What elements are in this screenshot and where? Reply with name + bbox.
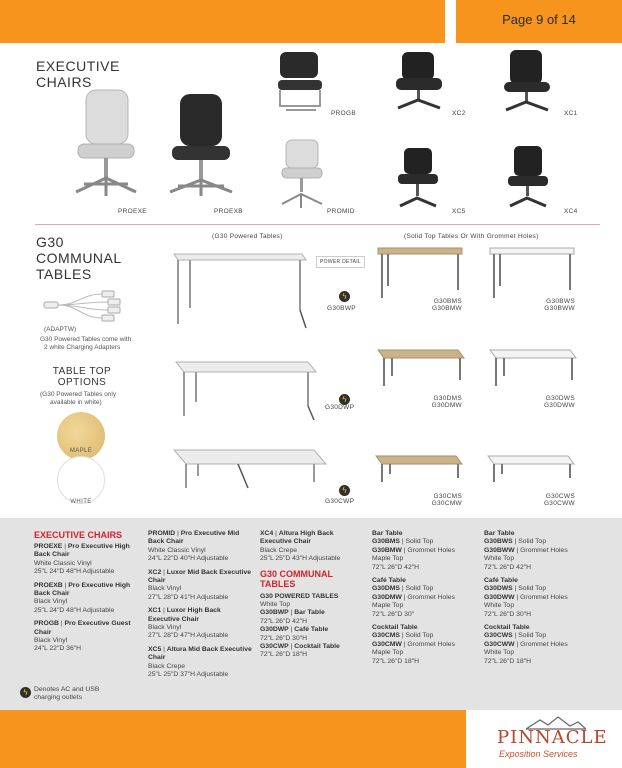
chair-caption: XC1 [564, 110, 578, 117]
table-top-note-line1: (G30 Powered Tables only [40, 391, 117, 398]
chair-image-progb [272, 50, 328, 114]
table-image-g30dwp [170, 356, 320, 426]
adapter-note-line1: G30 Powered Tables come with [40, 336, 132, 343]
powered-tables-header: (G30 Powered Tables) [212, 233, 283, 240]
footer-bar [0, 710, 466, 768]
solid-tables-header: (Solid Top Tables Or With Grommet Holes) [404, 233, 539, 240]
adapter-label: (ADAPTW) [44, 326, 77, 333]
table-image-g30bwp [170, 248, 310, 330]
table-image-g30cwp [168, 446, 332, 500]
table-code: G30DWP [325, 404, 355, 411]
power-detail-label: POWER DETAIL [316, 256, 365, 268]
chair-image-xc2 [392, 50, 446, 112]
charging-adapter-image [42, 288, 134, 322]
swatch-maple-label: MAPLE [69, 448, 93, 454]
chair-image-xc4 [504, 144, 552, 210]
company-logo-name: PINNACLE [497, 727, 608, 748]
table-code: G30CWP [325, 498, 355, 505]
section-title-tables: G30 COMMUNAL TABLES [36, 234, 122, 282]
header-bar-left [0, 0, 445, 43]
ac-usb-legend-text: Denotes AC and USB charging outlets [34, 686, 100, 702]
table-code: G30DMS G30DMW [431, 395, 462, 409]
section-title-chairs: EXECUTIVE CHAIRS [36, 58, 120, 90]
table-code: G30BWS G30BWW [544, 298, 575, 312]
chair-image-xc1 [500, 48, 554, 114]
chair-image-promid [276, 138, 328, 210]
spec-column-5: Bar Table G30BWS | Solid Top G30BWW | Grommet Holes White Top 72"L 26"D 42"H Café Table G30DWS | Solid Top G30DWW | Grommet Holes White Top 72"L 26"D 30"H Cocktail Table G30CWS | Solid Top G30CWW | Grommet Holes White Top 72"L 26"D 18"H [484, 530, 568, 665]
spec-column-3: XC4 | Altura High Back Executive Chair Black Crepe 25"L 25"D 43"H Adjustable G30 COMMUNAL TABLES G30 POWERED TABLES White Top G30BWP | Bar Table 72"L 26"D 42"H G30DWP | Café Table 72"L 26"D 30"H G30CWP | Cocktail Table 72"L 26"D 18"H [260, 530, 341, 659]
table-code: G30CMS G30CMW [431, 493, 462, 507]
table-code: G30BWP [327, 305, 356, 312]
ac-usb-icon: ϟ [339, 291, 350, 302]
spec-column-4: Bar Table G30BMS | Solid Top G30BMW | Grommet Holes Maple Top 72"L 26"D 42"H Café Table G30DMS | Solid Top G30DMW | Grommet Holes Maple Top 72"L 26"D 30" Cocktail Table G30CMS | Solid Top G30CMW | Grommet Holes Maple Top 72"L 26"D 18"H [372, 530, 455, 665]
ac-usb-legend-icon: ϟ [20, 687, 31, 698]
company-logo-tagline: Exposition Services [499, 749, 578, 759]
adapter-note-line2: 2 white Charging Adapters [44, 344, 121, 351]
table-image-g30bms [374, 246, 468, 300]
chair-caption: PROMID [327, 208, 355, 215]
table-top-note-line2: available in white) [50, 399, 102, 406]
spec-column-2: PROMID | Pro Executive Mid Back Chair White Classic Vinyl 24"L 22"D 40"H Adjustable XC2 | Luxor Mid Back Executive Chair Black Vinyl 27"L 28"D 41"H Adjustable XC1 | Luxor High Back Executive Chair Black Vinyl 27"L 28"D 47"H Adjustable XC5 | Altura Mid Back Executive Chair Black Crepe 25"L 25"D 37"H Adjustable [148, 530, 252, 679]
ac-usb-icon: ϟ [339, 485, 350, 496]
table-image-g30bws [486, 246, 580, 300]
table-image-g30dms [374, 348, 468, 390]
swatch-white [57, 456, 105, 504]
chair-caption: PROEXE [118, 208, 147, 215]
section-title-table-top: TABLE TOP OPTIONS [52, 366, 112, 388]
chair-caption: PROGB [331, 110, 356, 117]
table-image-g30dws [486, 348, 580, 390]
chair-caption: XC4 [564, 208, 578, 215]
table-code: G30CWS G30CWW [543, 493, 575, 507]
chair-caption: XC5 [452, 208, 466, 215]
swatch-white-label: WHITE [70, 499, 92, 505]
chair-image-proexe [64, 88, 148, 200]
page-number: Page 9 of 14 [502, 12, 576, 27]
ac-usb-icon: ϟ [339, 394, 350, 405]
chair-image-proexb [160, 92, 244, 200]
chair-image-xc5 [394, 146, 442, 210]
chair-caption: PROEXB [214, 208, 243, 215]
spec-column-1: EXECUTIVE CHAIRS PROEXE | Pro Executive High Back Chair White Classic Vinyl 25"L 24"D 48"H Adjustable PROEXB | Pro Executive High Back Chair Black Vinyl 25"L 24"D 48"H Adjustable PROGB | Pro Executive Guest Chair Black Vinyl 24"L 22"D 36"H [34, 530, 131, 653]
table-image-g30cms [372, 454, 466, 486]
chair-caption: XC2 [452, 110, 466, 117]
section-divider [35, 224, 600, 225]
table-code: G30DWS G30DWW [543, 395, 575, 409]
table-image-g30cws [484, 454, 578, 486]
table-code: G30BMS G30BMW [432, 298, 462, 312]
